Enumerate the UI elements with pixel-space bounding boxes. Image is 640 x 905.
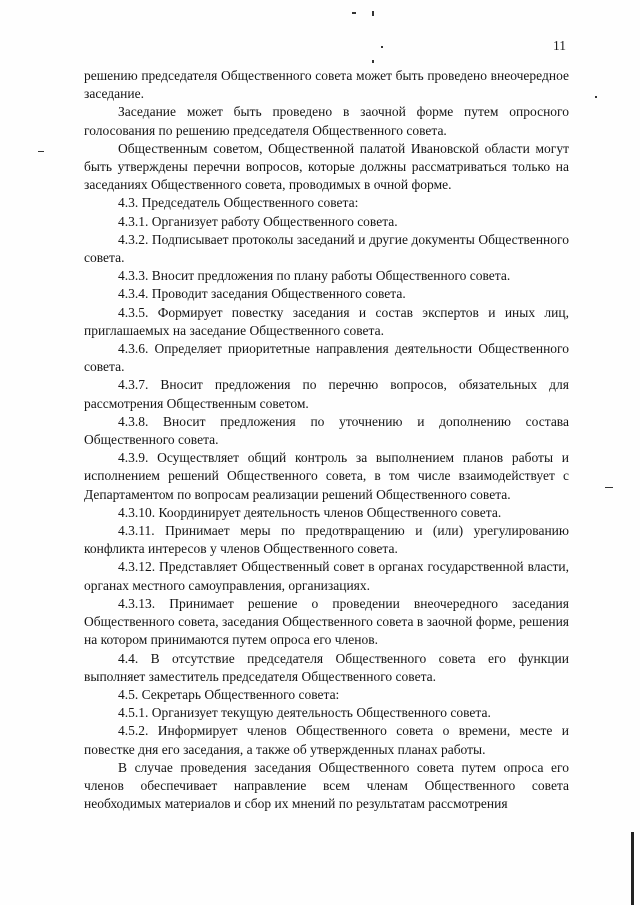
paragraph: 4.3.4. Проводит заседания Общественного совета. [118, 286, 406, 302]
paragraph: решению председателя Общественного совета может быть проведено внеочередное заседание. [84, 68, 569, 102]
paragraph: 4.3.1. Организует работу Общественного совета. [118, 213, 398, 229]
paragraph: Заседание может быть проведено в заочной форме путем опросного голосования по решению председателя Общественного совета. [84, 104, 569, 138]
scan-speck [595, 96, 597, 98]
paragraph: 4.3.9. Осуществляет общий контроль за выполнением планов работы и исполнением решений Общественного совета, в том числе взаимодействует с Департаментом по вопросам реализации решений Общественного совета. [84, 450, 569, 502]
paragraph: 4.3.13. Принимает решение о проведении внеочередного заседания Общественного совета, заседания Общественного совета в заочной форме, решения на котором принимаются путем опроса его членов. [84, 595, 569, 648]
scan-speck [372, 11, 374, 16]
scan-speck [38, 151, 44, 152]
scan-edge [631, 832, 634, 905]
paragraph: 4.3.2. Подписывает протоколы заседаний и другие документы Общественного совета. [84, 231, 569, 266]
document-body [84, 67, 569, 813]
paragraph: 4.3.8. Вносит предложения по уточнению и дополнению состава Общественного совета. [84, 413, 569, 448]
paragraph: 4.3.6. Определяет приоритетные направления деятельности Общественного совета. [84, 341, 569, 375]
paragraph: 4.3.12. Представляет Общественный совет в органах государственной власти, органах местного самоуправления, организациях. [84, 559, 569, 593]
page-number: 11 [553, 38, 566, 53]
paragraph: Общественным советом, Общественной палатой Ивановской области могут быть утверждены перечни вопросов, которые должны рассматриваться только на заседаниях Общественного совета, проводимых в очной форме. [84, 140, 569, 193]
paragraph: 4.3.5. Формирует повестку заседания и состав экспертов и иных лиц, приглашаемых на заседание Общественного совета. [84, 304, 569, 338]
paragraph: 4.3. Председатель Общественного совета: [118, 195, 359, 211]
paragraph: 4.5.2. Информирует членов Общественного совета о времени, месте и повестке дня его заседания, а также об утвержденных планах работы. [84, 723, 569, 757]
paragraph: 4.5.1. Организует текущую деятельность Общественного совета. [118, 705, 491, 721]
paragraph: 4.3.10. Координирует деятельность членов Общественного совета. [118, 504, 502, 520]
paragraph: 4.3.11. Принимает меры по предотвращению и (или) урегулированию конфликта интересов у членов Общественного совета. [84, 523, 569, 557]
paragraph: 4.3.7. Вносит предложения по перечню вопросов, обязательных для рассмотрения Общественным советом. [84, 377, 569, 411]
paragraph: 4.5. Секретарь Общественного совета: [118, 686, 340, 702]
scan-speck [605, 487, 613, 488]
paragraph: В случае проведения заседания Общественного совета путем опроса его членов обеспечивает направление всем членам Общественного совета необходимых материалов и сбор их мнений по результатам рассмотрения [84, 759, 569, 812]
scan-speck [381, 46, 383, 48]
scan-speck [352, 12, 356, 14]
paragraph: 4.3.3. Вносит предложения по плану работы Общественного совета. [118, 268, 511, 284]
scan-speck [372, 60, 374, 63]
paragraph: 4.4. В отсутствие председателя Общественного совета его функции выполняет заместитель председателя Общественного совета. [84, 650, 569, 684]
